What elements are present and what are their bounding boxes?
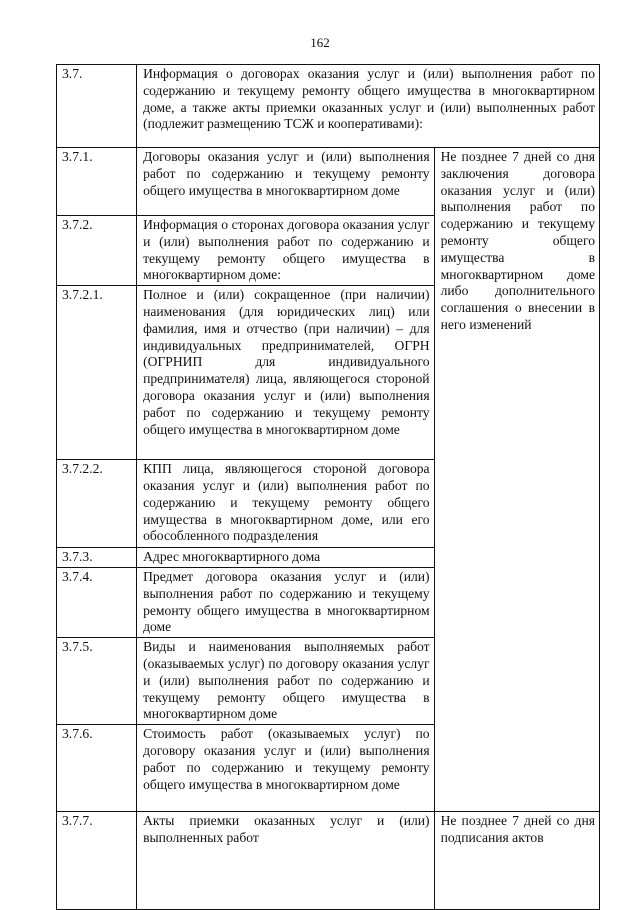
- item-number: 3.7.2.2.: [57, 460, 137, 548]
- item-number: 3.7.3.: [57, 548, 137, 568]
- item-text: Стоимость работ (оказываемых услуг) по договору оказания услуг и (или) выполнения работ по содержанию и текущему ремонту общего имущества в многоквартирном доме: [137, 725, 435, 812]
- table-row: [57, 148, 600, 216]
- item-number: 3.7.5.: [57, 638, 137, 725]
- requirements-table: [56, 64, 600, 910]
- item-text: Виды и наименования выполняемых работ (оказываемых услуг) по договору оказания услуг и (или) выполнения работ по содержанию и текущему ремонту общего имущества в многоквартирном доме: [137, 638, 435, 725]
- item-text: Адрес многоквартирного дома: [137, 548, 435, 568]
- item-number: 3.7.7.: [57, 812, 137, 910]
- page-number: 162: [310, 35, 330, 50]
- item-text: КПП лица, являющегося стороной договора оказания услуг и (или) выполнения работ по содержанию и текущему ремонту общего имущества в многоквартирном доме, или его обособленного подразделения: [137, 460, 435, 548]
- item-text: Договоры оказания услуг и (или) выполнения работ по содержанию и текущему ремонту общего имущества в многоквартирном доме: [137, 148, 435, 216]
- item-number: 3.7.: [57, 65, 137, 148]
- deadline-cell: Не позднее 7 дней со дня подписания актов: [434, 812, 599, 910]
- item-text: Информация о сторонах договора оказания услуг и (или) выполнения работ по содержанию и текущему ремонту общего имущества в многоквартирном доме:: [137, 216, 435, 286]
- item-text: Полное и (или) сокращенное (при наличии) наименования (для юридических лиц) или фамилия, имя и отчество (при наличии) – для индивидуальных предпринимателей, ОГРН (ОГРНИП для индивидуального предпринимателя) лица, являющегося стороной договора оказания услуг и (или) выполнения работ по содержанию и текущему ремонту общего имущества в многоквартирном доме: [137, 286, 435, 460]
- item-number: 3.7.2.1.: [57, 286, 137, 460]
- item-number: 3.7.2.: [57, 216, 137, 286]
- table-row: [57, 812, 600, 910]
- table-row: [57, 65, 600, 148]
- deadline-cell: Не позднее 7 дней со дня заключения договора оказания услуг и (или) выполнения работ по содержанию и текущему ремонту общего имущества в многоквартирном доме либо дополнительного соглашения о внесении в него изменений: [434, 148, 599, 812]
- item-number: 3.7.6.: [57, 725, 137, 812]
- item-text: Предмет договора оказания услуг и (или) выполнения работ по содержанию и текущему ремонту общего имущества в многоквартирном доме: [137, 567, 435, 637]
- item-text: Акты приемки оказанных услуг и (или) выполненных работ: [137, 812, 435, 910]
- item-number: 3.7.1.: [57, 148, 137, 216]
- item-number: 3.7.4.: [57, 567, 137, 637]
- section-heading: Информация о договорах оказания услуг и (или) выполнения работ по содержанию и текущему ремонту общего имущества в многоквартирном доме, а также акты приемки оказанных услуг и (или) выполненных работ (подлежит размещению ТСЖ и кооперативами):: [137, 65, 600, 148]
